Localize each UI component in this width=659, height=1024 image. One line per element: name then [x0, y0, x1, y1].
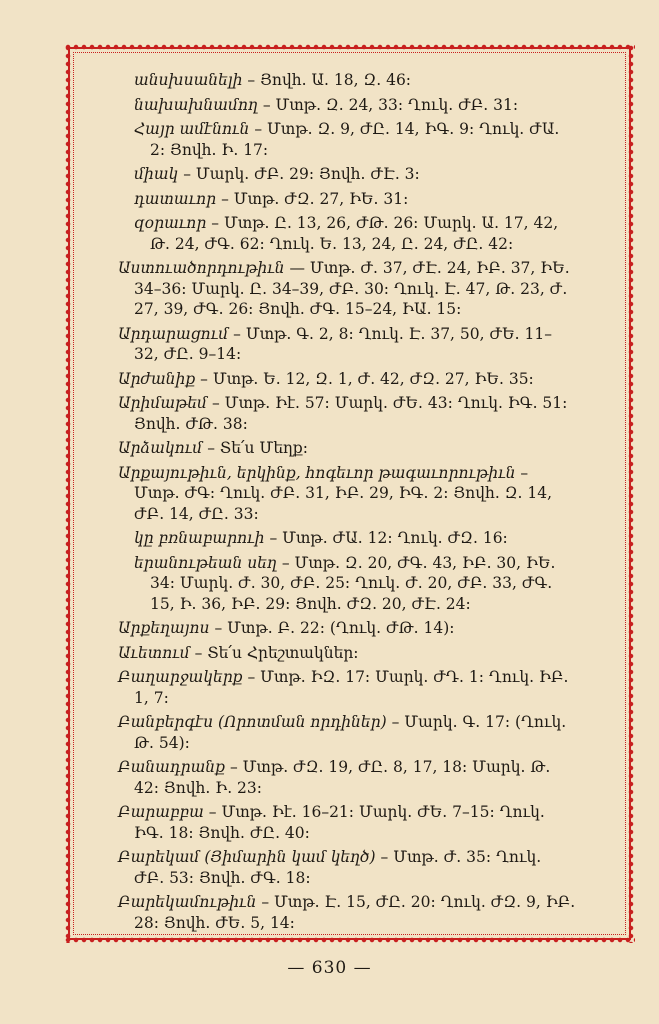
entry-term: Բանբերգէս (Որոտման որդիներ): [118, 713, 387, 731]
index-subentry: [118, 70, 576, 91]
entry-term: միակ: [134, 165, 179, 183]
entry-references: – Տե՛ս Հրեշտակներ:: [194, 643, 359, 662]
entry-references: – Մարկ. ԺԲ. 29: Յովհ. ԺԷ. 3:: [183, 165, 420, 183]
index-entry: [118, 643, 576, 664]
border-dots-left: [65, 44, 71, 943]
entry-references: – Մտթ. Իէ. 16–21: Մարկ. ԺԵ. 7–15: Ղուկ. ԻԳ. 18: Յովհ. ԺԸ. 40:: [134, 803, 545, 842]
entry-term: կը բռնաբարուի: [134, 529, 265, 547]
entry-term: Արձակում: [118, 439, 203, 457]
index-entry: [118, 757, 576, 798]
entry-references: – Յովհ. Ա. 18, Զ. 46:: [247, 71, 412, 89]
entry-references: – Մտթ. Գ. 2, 8: Ղուկ. Է. 37, 50, ԺԵ. 11–32, ԺԸ. 9–14:: [134, 324, 552, 363]
index-subentry: [118, 213, 576, 254]
entry-term: Բարեկամութիւն: [118, 893, 257, 911]
entry-term: դատաւոր: [134, 189, 217, 208]
entry-term: Բարաբբա: [118, 803, 204, 821]
entry-references: – Մտթ. ԺԶ. 19, ԺԸ. 8, 17, 18: Մարկ. Թ. 42: Յովհ. Ի. 23:: [134, 758, 551, 797]
entry-term: Բարեկամ (Յիմարին կամ կեղծ): [118, 848, 376, 866]
entry-term: նախախնամող: [134, 95, 258, 114]
entry-references: – Մտթ. Ե. 12, Զ. 1, Ժ. 42, ԺԶ. 27, ԻԵ. 35:: [200, 369, 534, 388]
entry-term: Արիմաթեմ: [118, 394, 208, 412]
entry-references: – Մտթ. Բ. 22: (Ղուկ. ԺԹ. 14):: [214, 619, 455, 637]
index-subentry: [118, 553, 576, 615]
entry-term: Բանադրանք: [118, 758, 226, 776]
index-entry: [118, 667, 576, 708]
entry-term: Աստուածորդութիւն: [118, 259, 285, 277]
entry-term: Աւետում: [118, 643, 190, 662]
entry-term: Հայր ամէնուն: [134, 120, 250, 138]
entry-references: – Մտթ. ԺԱ. 12: Ղուկ. ԺԶ. 16:: [269, 529, 508, 547]
entry-references: – Մտթ. Ը. 13, 26, ԺԹ. 26: Մարկ. Ա. 17, 42, Թ. 24, ԺԳ. 62: Ղուկ. Ե. 13, 24, Ը. 24, ԺԸ. 42:: [150, 214, 559, 253]
entry-term: Արքեղայոս: [118, 619, 210, 637]
entry-references: – Տե՛ս Մեղք:: [207, 439, 309, 457]
index-entry: [118, 802, 576, 843]
entry-term: Արժանիք: [118, 369, 196, 388]
page-number: — 630 —: [287, 958, 372, 978]
border-dots-right: [628, 44, 634, 943]
entry-references: – Մտթ. Ժ. 35: Ղուկ. ԺԲ. 53: Յովհ. ԺԳ. 18:: [134, 848, 542, 887]
index-entry: [118, 463, 576, 525]
entry-term: զօրաւոր: [134, 214, 207, 232]
border-dots-top: [64, 44, 635, 50]
index-subentry: [118, 189, 576, 210]
entry-references: – Մտթ. ԺԳ: Ղուկ. ԺԲ. 31, ԻԲ. 29, ԻԳ. 2: Յովհ. Զ. 14, ԺԲ. 14, ԺԸ. 33:: [134, 463, 553, 523]
index-entry: [118, 369, 576, 390]
entry-references: – Մարկ. Գ. 17: (Ղուկ. Թ. 54):: [134, 713, 567, 752]
index-entry: [118, 324, 576, 365]
entry-term: անսխսանելի: [134, 71, 243, 89]
index-entry: [118, 393, 576, 434]
entry-references: – Մտթ. Զ. 9, ԺԸ. 14, ԻԳ. 9: Ղուկ. ԺԱ. 2: Յովհ. Ի. 17:: [150, 120, 560, 159]
entry-term: Արքայութիւն, երկինք, հոգեւոր թագաւորութիւն: [118, 463, 516, 482]
index-entry: [118, 712, 576, 753]
entry-references: – Մտթ. Զ. 20, ԺԳ. 43, ԻԲ. 30, ԻԵ. 34: Մարկ. Ժ. 30, ԺԲ. 25: Ղուկ. Ժ. 20, ԺԲ. 33, ԺԳ. 15, Ի. 36, ԻԲ. 29: Յովհ. ԺԶ. 20, ԺԷ. 24:: [150, 553, 556, 613]
entry-term: Արդարացում: [118, 324, 229, 343]
entry-references: – Մտթ. Զ. 24, 33: Ղուկ. ԺԲ. 31:: [262, 95, 519, 114]
border-dots-bottom: [64, 937, 635, 943]
index-list: [118, 70, 576, 937]
index-subentry: [118, 164, 576, 185]
index-entry: [118, 892, 576, 933]
index-entry: [118, 438, 576, 459]
index-entry: [118, 847, 576, 888]
entry-references: – Մտթ. Իէ. 57: Մարկ. ԺԵ. 43: Ղուկ. ԻԳ. 51: Յովհ. ԺԹ. 38:: [134, 394, 568, 433]
index-subentry: [118, 119, 576, 160]
entry-references: – Մտթ. Է. 15, ԺԸ. 20: Ղուկ. ԺԶ. 9, ԻԲ. 28: Յովհ. ԺԵ. 5, 14:: [134, 893, 576, 932]
entry-term: Բաղարջակերք: [118, 668, 243, 686]
index-entry: [118, 618, 576, 639]
entry-references: – Մտթ. ԻԶ. 17: Մարկ. ԺԴ. 1: Ղուկ. ԻԲ. 1, 7:: [134, 668, 569, 707]
entry-references: — Մտթ. Ժ. 37, ԺԷ. 24, ԻԲ. 37, ԻԵ. 34–36: Մարկ. Ը. 34–39, ԺԲ. 30: Ղուկ. Է. 47, Թ. 23, Ժ. 27, 39, ԺԳ. 26: Յովհ. ԺԳ. 15–24, ԻԱ. 15:: [134, 259, 570, 318]
index-entry: [118, 258, 576, 320]
index-subentry: [118, 95, 576, 116]
entry-references: – Մտթ. ԺԶ. 27, ԻԵ. 31:: [221, 189, 409, 208]
entry-term: երանութեան սեղ: [134, 553, 277, 572]
index-subentry: [118, 528, 576, 549]
